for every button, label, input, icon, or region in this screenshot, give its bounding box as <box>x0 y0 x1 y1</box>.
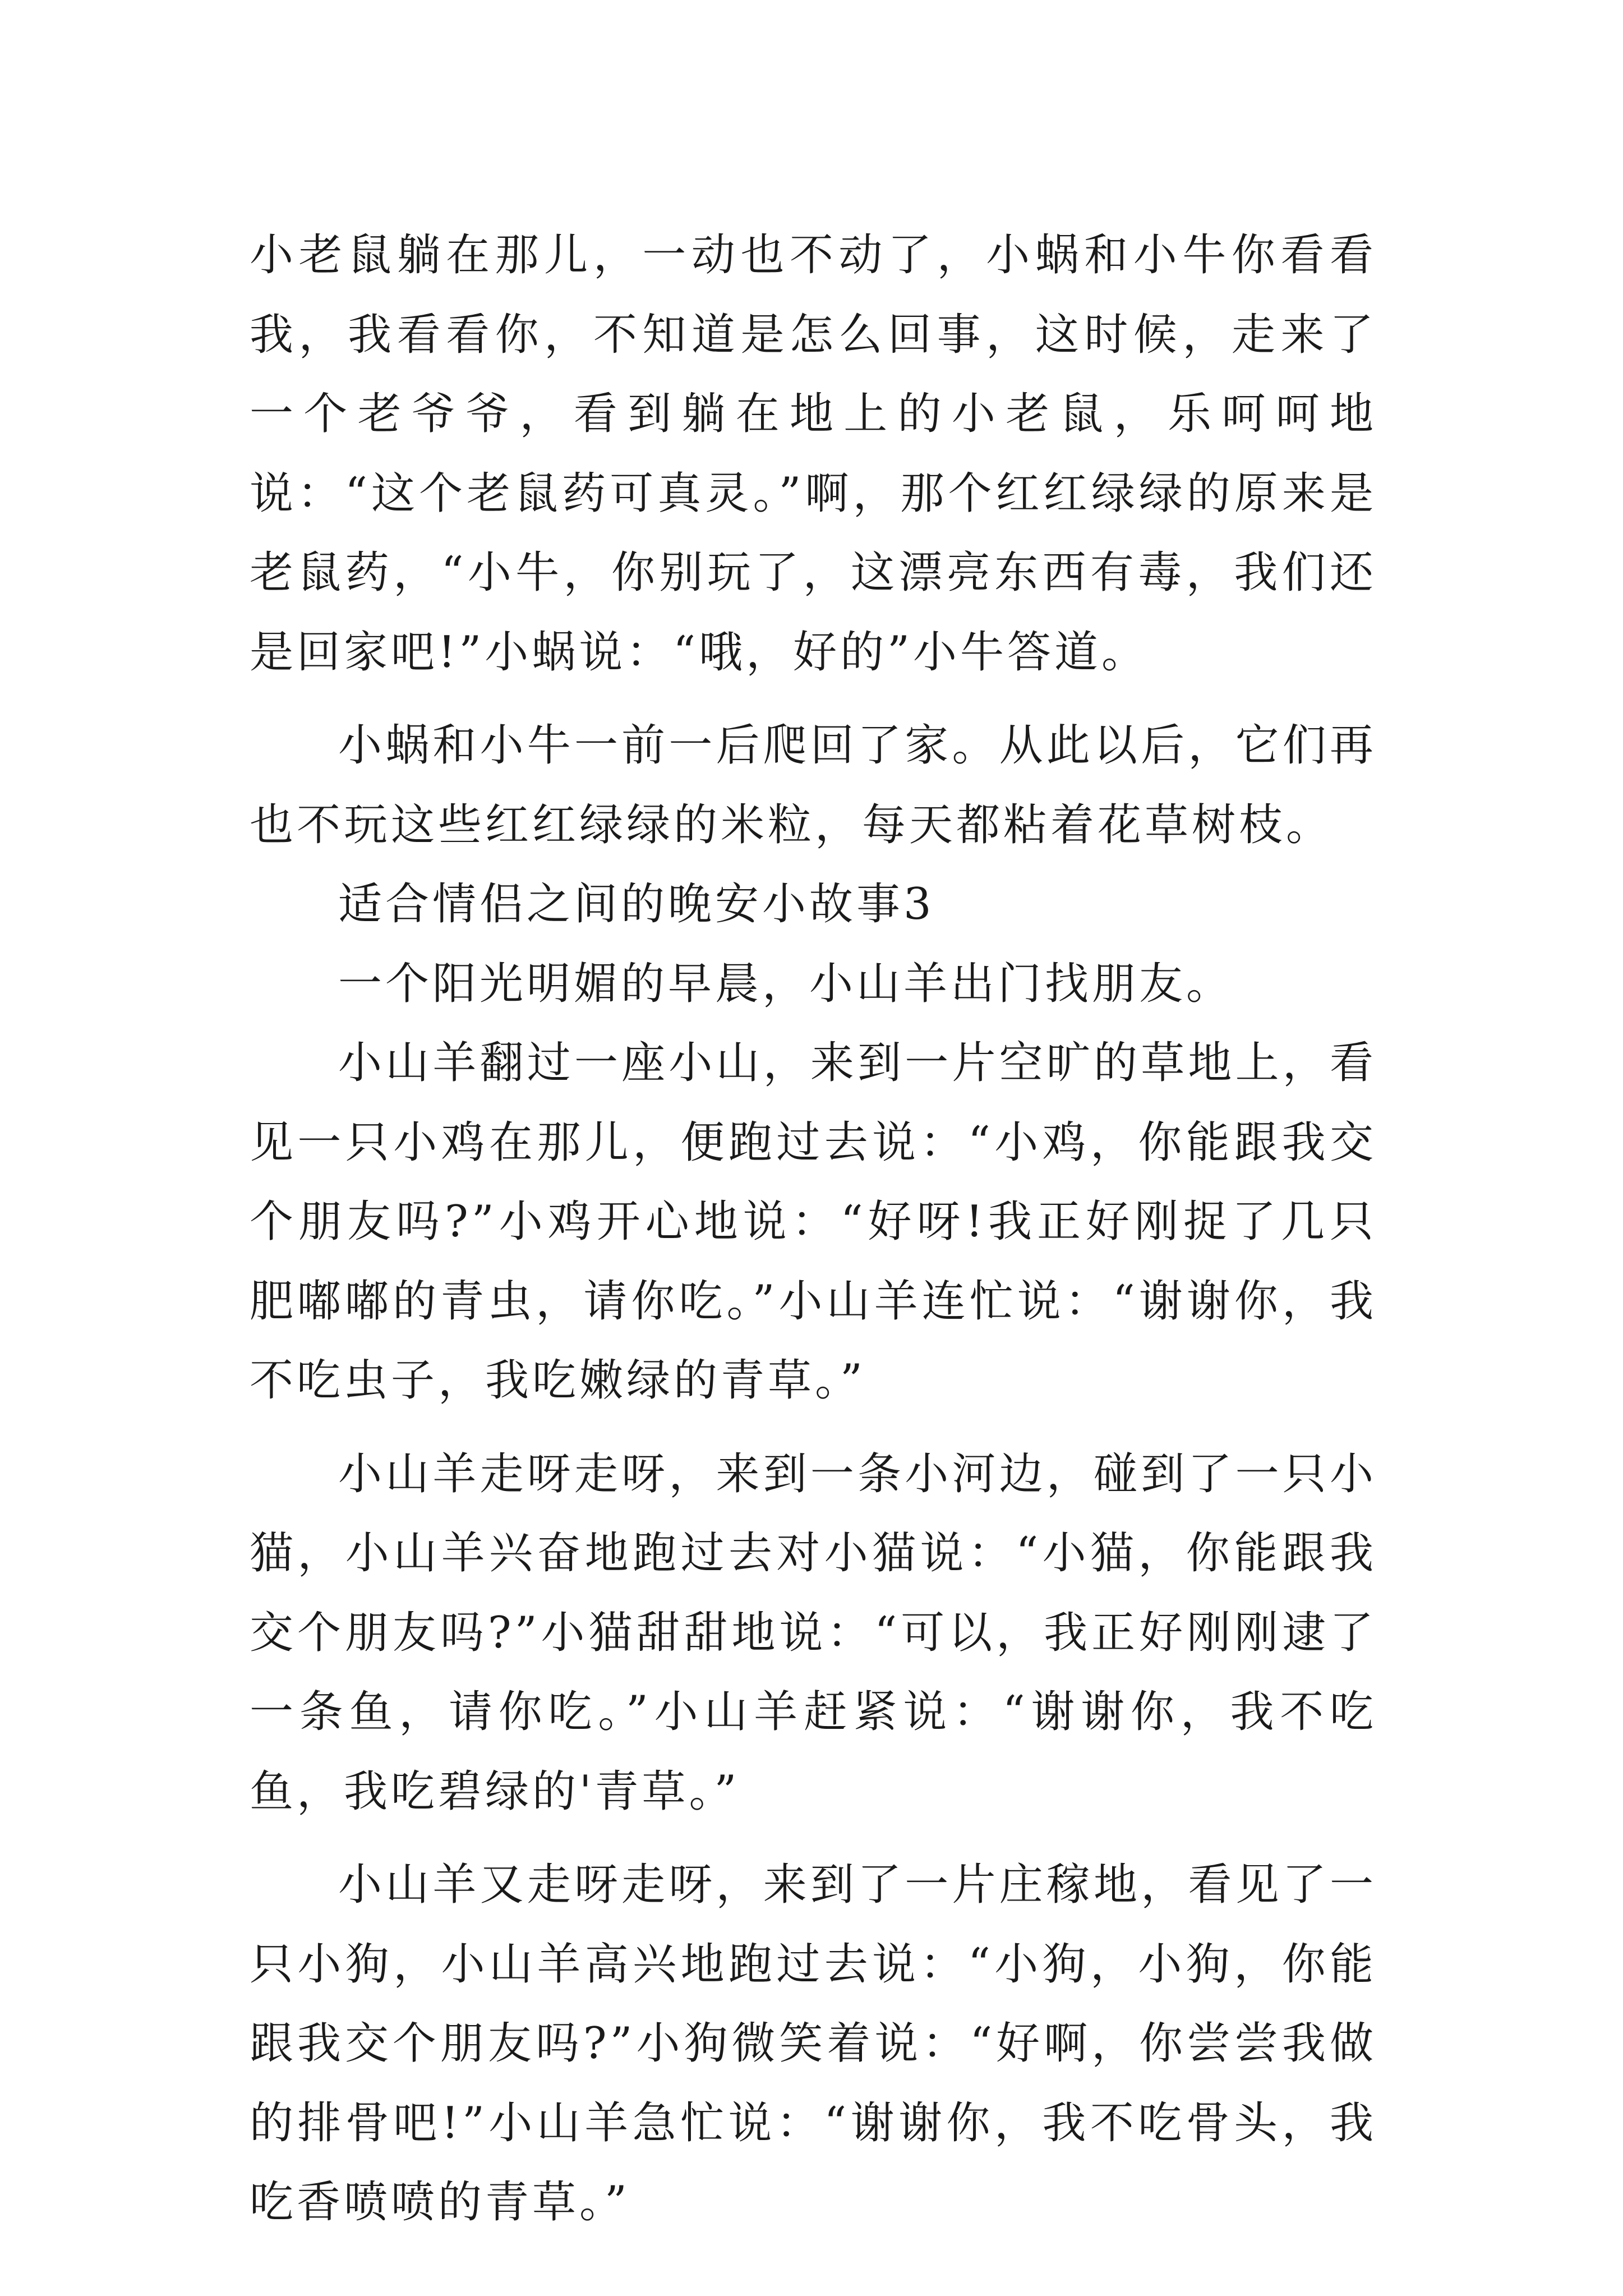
paragraph-4: 一个阳光明媚的早晨，小山羊出门找朋友。 <box>338 958 1234 1009</box>
section-heading: 适合情侣之间的晚安小故事3 <box>338 879 935 930</box>
paragraph-1: 小老鼠躺在那儿，一动也不动了，小蜗和小牛你看看我，我看看你，不知道是怎么回事，这时候，走来了一个老爷爷，看到躺在地上的小老鼠，乐呵呵地说：“这个老鼠药可真灵。”啊，那个红红绿绿的原来是老鼠药，“小牛，你别玩了，这漂亮东西有毒，我们还是回家吧!”小蜗说：“哦，好的”小牛答道。 <box>250 230 1377 678</box>
paragraph-2: 小蜗和小牛一前一后爬回了家。从此以后，它们再也不玩这些红红绿绿的米粒，每天都粘着花草树枝。 <box>250 720 1377 850</box>
document-body <box>250 216 1377 2243</box>
paragraph-7: 小山羊又走呀走呀，来到了一片庄稼地，看见了一只小狗，小山羊高兴地跑过去说：“小狗，小狗，你能跟我交个朋友吗?”小狗微笑着说：“好啊，你尝尝我做的排骨吧!”小山羊急忙说：“谢谢你，我不吃骨头，我吃香喷喷的青草。” <box>250 1860 1377 2228</box>
paragraph-5: 小山羊翻过一座小山，来到一片空旷的草地上，看见一只小鸡在那儿，便跑过去说：“小鸡，你能跟我交个朋友吗?”小鸡开心地说：“好呀!我正好刚捉了几只肥嘟嘟的青虫，请你吃。”小山羊连忙说：“谢谢你，我不吃虫子，我吃嫩绿的青草。” <box>250 1038 1377 1406</box>
paragraph-6: 小山羊走呀走呀，来到一条小河边，碰到了一只小猫，小山羊兴奋地跑过去对小猫说：“小猫，你能跟我交个朋友吗?”小猫甜甜地说：“可以，我正好刚刚逮了一条鱼，请你吃。”小山羊赶紧说：“谢谢你，我不吃鱼，我吃碧绿的'青草。” <box>250 1448 1377 1817</box>
